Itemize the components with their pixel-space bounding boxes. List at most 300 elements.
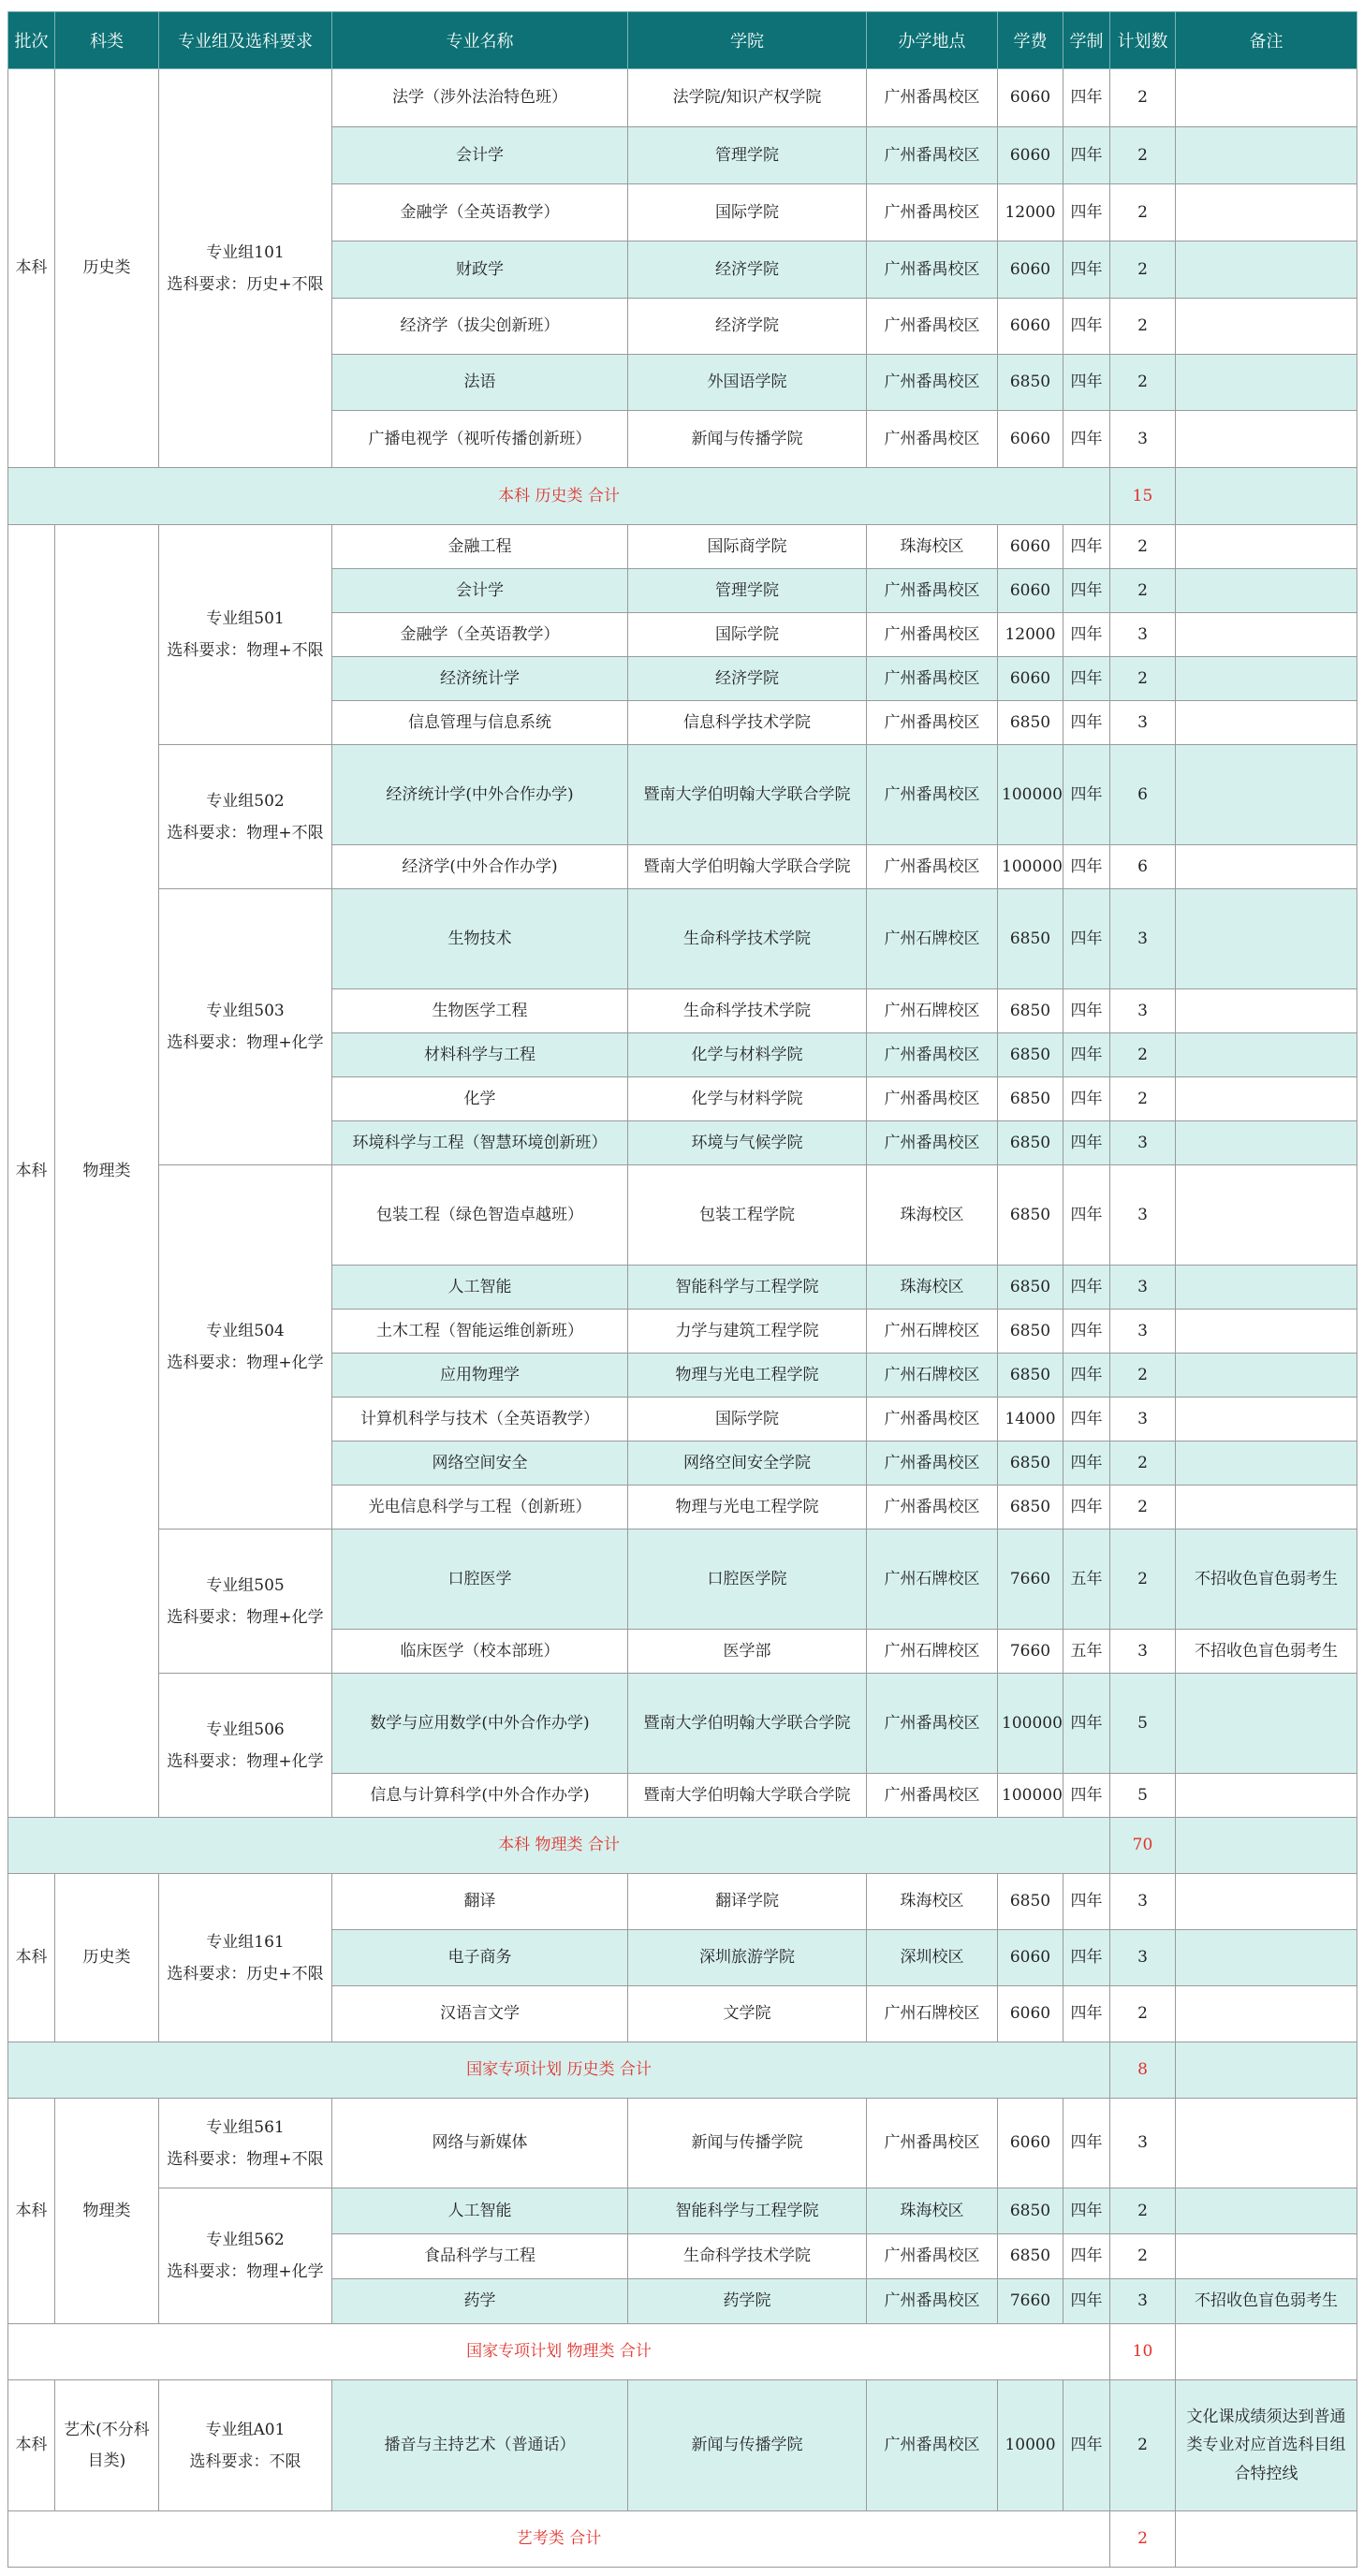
table-row (8, 1530, 1357, 1630)
note-cell (1176, 355, 1357, 411)
school-cell: 外国语学院 (628, 355, 867, 411)
school-cell: 国际商学院 (628, 525, 867, 569)
campus-cell: 广州番禺校区 (867, 299, 998, 355)
table-row (8, 1165, 1357, 1266)
note-cell (1176, 299, 1357, 355)
major-cell: 包装工程（绿色智造卓越班） (332, 1165, 628, 1266)
category-cell: 艺术(不分科目类) (55, 2380, 159, 2511)
batch-cell: 本科 (8, 2380, 55, 2511)
total-label: 国家专项计划 物理类 合计 (8, 2324, 1110, 2380)
fee-cell: 6060 (998, 1986, 1063, 2042)
total-row (8, 1818, 1357, 1874)
total-value: 10 (1110, 2324, 1176, 2380)
campus-cell: 广州番禺校区 (867, 1774, 998, 1818)
major-cell: 应用物理学 (332, 1354, 628, 1398)
plan-cell: 3 (1110, 1165, 1176, 1266)
subject-requirement: 选科要求：历史+不限 (167, 274, 324, 294)
major-cell: 食品科学与工程 (332, 2234, 628, 2279)
group-name: 专业组101 (206, 242, 285, 262)
group-name: 专业组502 (206, 791, 285, 811)
campus-cell: 广州番禺校区 (867, 1077, 998, 1121)
fee-cell: 100000 (998, 845, 1063, 889)
note-cell (1176, 184, 1357, 242)
school-cell: 国际学院 (628, 1398, 867, 1442)
school-cell: 暨南大学伯明翰大学联合学院 (628, 745, 867, 845)
plan-cell: 3 (1110, 889, 1176, 989)
table-row (8, 2099, 1357, 2188)
fee-cell: 100000 (998, 1674, 1063, 1774)
school-cell: 生命科学技术学院 (628, 989, 867, 1033)
campus-cell: 广州番禺校区 (867, 845, 998, 889)
campus-cell: 广州石牌校区 (867, 889, 998, 989)
note-cell (1176, 1986, 1357, 2042)
note-cell (1176, 1121, 1357, 1165)
header-years: 学制 (1063, 12, 1110, 69)
campus-cell: 珠海校区 (867, 1165, 998, 1266)
major-cell: 经济学(中外合作办学) (332, 845, 628, 889)
major-cell: 电子商务 (332, 1930, 628, 1986)
plan-cell: 2 (1110, 69, 1176, 127)
total-label: 本科 历史类 合计 (8, 468, 1110, 525)
major-cell: 广播电视学（视听传播创新班） (332, 411, 628, 468)
total-note (1176, 2511, 1357, 2568)
years-cell: 四年 (1063, 127, 1110, 184)
school-cell: 信息科学技术学院 (628, 701, 867, 745)
major-cell: 信息与计算科学(中外合作办学) (332, 1774, 628, 1818)
note-cell (1176, 745, 1357, 845)
table-row (8, 2188, 1357, 2234)
group-name: 专业组504 (206, 1322, 285, 1340)
years-cell: 四年 (1063, 184, 1110, 242)
major-cell: 材料科学与工程 (332, 1033, 628, 1077)
major-cell: 生物技术 (332, 889, 628, 989)
school-cell: 生命科学技术学院 (628, 889, 867, 989)
note-cell (1176, 1354, 1357, 1398)
years-cell: 四年 (1063, 355, 1110, 411)
batch-cell: 本科 (8, 69, 55, 468)
total-label: 国家专项计划 历史类 合计 (8, 2042, 1110, 2099)
school-cell: 暨南大学伯明翰大学联合学院 (628, 1674, 867, 1774)
header-school: 学院 (628, 12, 867, 69)
plan-cell: 3 (1110, 2279, 1176, 2324)
note-cell (1176, 127, 1357, 184)
plan-cell: 3 (1110, 1310, 1176, 1354)
school-cell: 化学与材料学院 (628, 1077, 867, 1121)
campus-cell: 广州番禺校区 (867, 184, 998, 242)
group-cell (159, 69, 332, 468)
subject-requirement: 选科要求：物理+化学 (167, 1607, 324, 1627)
note-cell (1176, 1310, 1357, 1354)
years-cell: 四年 (1063, 411, 1110, 468)
subject-requirement: 选科要求：历史+不限 (167, 1964, 324, 1983)
table-body (8, 69, 1357, 2568)
campus-cell: 广州番禺校区 (867, 1033, 998, 1077)
header-major: 专业名称 (332, 12, 628, 69)
total-row (8, 2324, 1357, 2380)
fee-cell: 6850 (998, 1077, 1063, 1121)
plan-cell: 2 (1110, 1354, 1176, 1398)
note-cell (1176, 1033, 1357, 1077)
plan-cell: 2 (1110, 525, 1176, 569)
school-cell: 深圳旅游学院 (628, 1930, 867, 1986)
note-cell (1176, 2188, 1357, 2234)
years-cell: 四年 (1063, 701, 1110, 745)
fee-cell: 10000 (998, 2380, 1063, 2511)
note-cell: 不招收色盲色弱考生 (1176, 1630, 1357, 1674)
note-cell (1176, 1486, 1357, 1530)
major-cell: 经济统计学(中外合作办学) (332, 745, 628, 845)
years-cell: 五年 (1063, 1530, 1110, 1630)
note-cell (1176, 69, 1357, 127)
school-cell: 管理学院 (628, 127, 867, 184)
years-cell: 四年 (1063, 1310, 1110, 1354)
plan-cell: 2 (1110, 242, 1176, 299)
campus-cell: 广州番禺校区 (867, 2099, 998, 2188)
campus-cell: 广州番禺校区 (867, 1398, 998, 1442)
years-cell: 四年 (1063, 1398, 1110, 1442)
fee-cell: 6060 (998, 127, 1063, 184)
major-cell: 经济学（拔尖创新班） (332, 299, 628, 355)
major-cell: 环境科学与工程（智慧环境创新班） (332, 1121, 628, 1165)
plan-cell: 2 (1110, 1530, 1176, 1630)
plan-cell: 6 (1110, 745, 1176, 845)
header-row (8, 12, 1357, 69)
fee-cell: 6060 (998, 411, 1063, 468)
years-cell: 四年 (1063, 1165, 1110, 1266)
years-cell: 四年 (1063, 2279, 1110, 2324)
fee-cell: 12000 (998, 613, 1063, 657)
category-cell: 历史类 (55, 1874, 159, 2042)
fee-cell: 6060 (998, 299, 1063, 355)
campus-cell: 广州番禺校区 (867, 411, 998, 468)
fee-cell: 6850 (998, 889, 1063, 989)
school-cell: 国际学院 (628, 613, 867, 657)
school-cell: 暨南大学伯明翰大学联合学院 (628, 845, 867, 889)
fee-cell: 6060 (998, 569, 1063, 613)
campus-cell: 广州番禺校区 (867, 1674, 998, 1774)
years-cell: 四年 (1063, 745, 1110, 845)
years-cell: 四年 (1063, 1077, 1110, 1121)
fee-cell: 100000 (998, 1774, 1063, 1818)
header-note: 备注 (1176, 12, 1357, 69)
fee-cell: 12000 (998, 184, 1063, 242)
campus-cell: 广州番禺校区 (867, 242, 998, 299)
plan-cell: 2 (1110, 1486, 1176, 1530)
campus-cell: 广州番禺校区 (867, 569, 998, 613)
plan-cell: 3 (1110, 1266, 1176, 1310)
campus-cell: 广州番禺校区 (867, 1121, 998, 1165)
years-cell: 四年 (1063, 525, 1110, 569)
subject-requirement: 选科要求：物理+不限 (167, 2149, 324, 2169)
plan-cell: 3 (1110, 411, 1176, 468)
fee-cell: 7660 (998, 1530, 1063, 1630)
school-cell: 医学部 (628, 1630, 867, 1674)
major-cell: 财政学 (332, 242, 628, 299)
group-name: 专业组501 (206, 609, 285, 628)
school-cell: 暨南大学伯明翰大学联合学院 (628, 1774, 867, 1818)
total-value: 15 (1110, 468, 1176, 525)
school-cell: 翻译学院 (628, 1874, 867, 1930)
plan-cell: 3 (1110, 1121, 1176, 1165)
table-row (8, 745, 1357, 845)
major-cell: 临床医学（校本部班） (332, 1630, 628, 1674)
note-cell (1176, 1442, 1357, 1486)
years-cell: 四年 (1063, 1674, 1110, 1774)
batch-cell: 本科 (8, 1874, 55, 2042)
major-cell: 金融学（全英语教学） (332, 613, 628, 657)
campus-cell: 广州石牌校区 (867, 1630, 998, 1674)
group-name: 专业组503 (206, 1002, 285, 1020)
batch-cell: 本科 (8, 2099, 55, 2324)
campus-cell: 广州番禺校区 (867, 127, 998, 184)
plan-cell: 3 (1110, 1630, 1176, 1674)
plan-cell: 2 (1110, 184, 1176, 242)
school-cell: 法学院/知识产权学院 (628, 69, 867, 127)
years-cell: 四年 (1063, 2380, 1110, 2511)
school-cell: 新闻与传播学院 (628, 2099, 867, 2188)
campus-cell: 广州石牌校区 (867, 989, 998, 1033)
total-note (1176, 1818, 1357, 1874)
plan-cell: 2 (1110, 1033, 1176, 1077)
subject-requirement: 选科要求：物理+化学 (167, 2262, 324, 2281)
school-cell: 环境与气候学院 (628, 1121, 867, 1165)
header-plan: 计划数 (1110, 12, 1176, 69)
fee-cell: 6850 (998, 701, 1063, 745)
note-cell (1176, 889, 1357, 989)
group-name: 专业组161 (206, 1932, 285, 1952)
school-cell: 文学院 (628, 1986, 867, 2042)
admission-plan-table-container (7, 11, 1357, 2568)
major-cell: 法学（涉外法治特色班） (332, 69, 628, 127)
campus-cell: 广州番禺校区 (867, 1486, 998, 1530)
plan-cell: 3 (1110, 2099, 1176, 2188)
note-cell: 不招收色盲色弱考生 (1176, 2279, 1357, 2324)
major-cell: 光电信息科学与工程（创新班） (332, 1486, 628, 1530)
plan-cell: 2 (1110, 2234, 1176, 2279)
fee-cell: 6850 (998, 1874, 1063, 1930)
school-cell: 物理与光电工程学院 (628, 1486, 867, 1530)
years-cell: 四年 (1063, 569, 1110, 613)
years-cell: 四年 (1063, 613, 1110, 657)
campus-cell: 广州番禺校区 (867, 2380, 998, 2511)
group-cell (159, 525, 332, 745)
fee-cell: 14000 (998, 1398, 1063, 1442)
table-row (8, 69, 1357, 127)
total-row (8, 2511, 1357, 2568)
school-cell: 经济学院 (628, 657, 867, 701)
plan-cell: 3 (1110, 701, 1176, 745)
fee-cell: 6850 (998, 1486, 1063, 1530)
group-cell (159, 1674, 332, 1818)
school-cell: 新闻与传播学院 (628, 2380, 867, 2511)
school-cell: 智能科学与工程学院 (628, 1266, 867, 1310)
total-value: 2 (1110, 2511, 1176, 2568)
campus-cell: 广州石牌校区 (867, 1310, 998, 1354)
fee-cell: 6060 (998, 657, 1063, 701)
fee-cell: 6060 (998, 525, 1063, 569)
category-cell: 物理类 (55, 525, 159, 1818)
total-label: 本科 物理类 合计 (8, 1818, 1110, 1874)
major-cell: 信息管理与信息系统 (332, 701, 628, 745)
fee-cell: 6060 (998, 1930, 1063, 1986)
group-cell (159, 1530, 332, 1674)
campus-cell: 广州番禺校区 (867, 69, 998, 127)
major-cell: 翻译 (332, 1874, 628, 1930)
group-cell (159, 1165, 332, 1530)
fee-cell: 6850 (998, 1165, 1063, 1266)
school-cell: 药学院 (628, 2279, 867, 2324)
group-cell (159, 1874, 332, 2042)
note-cell (1176, 1266, 1357, 1310)
major-cell: 法语 (332, 355, 628, 411)
school-cell: 网络空间安全学院 (628, 1442, 867, 1486)
fee-cell: 6850 (998, 355, 1063, 411)
plan-cell: 2 (1110, 1986, 1176, 2042)
years-cell: 四年 (1063, 1121, 1110, 1165)
plan-cell: 5 (1110, 1774, 1176, 1818)
fee-cell: 6850 (998, 1121, 1063, 1165)
total-row (8, 2042, 1357, 2099)
years-cell: 四年 (1063, 1874, 1110, 1930)
note-cell (1176, 1774, 1357, 1818)
group-cell (159, 2099, 332, 2188)
note-cell: 不招收色盲色弱考生 (1176, 1530, 1357, 1630)
major-cell: 人工智能 (332, 1266, 628, 1310)
note-cell (1176, 2234, 1357, 2279)
years-cell: 四年 (1063, 1930, 1110, 1986)
years-cell: 四年 (1063, 657, 1110, 701)
school-cell: 管理学院 (628, 569, 867, 613)
group-cell (159, 2188, 332, 2324)
years-cell: 四年 (1063, 69, 1110, 127)
subject-requirement: 选科要求：不限 (189, 2452, 301, 2471)
note-cell (1176, 1165, 1357, 1266)
major-cell: 经济统计学 (332, 657, 628, 701)
category-cell: 历史类 (55, 69, 159, 468)
plan-cell: 3 (1110, 1398, 1176, 1442)
school-cell: 化学与材料学院 (628, 1033, 867, 1077)
campus-cell: 广州番禺校区 (867, 1442, 998, 1486)
plan-cell: 2 (1110, 127, 1176, 184)
major-cell: 土木工程（智能运维创新班） (332, 1310, 628, 1354)
note-cell (1176, 845, 1357, 889)
years-cell: 四年 (1063, 1442, 1110, 1486)
total-row (8, 468, 1357, 525)
group-name: 专业组A01 (205, 2420, 286, 2439)
major-cell: 网络空间安全 (332, 1442, 628, 1486)
fee-cell: 6850 (998, 1033, 1063, 1077)
table-row (8, 2380, 1357, 2511)
major-cell: 化学 (332, 1077, 628, 1121)
years-cell: 四年 (1063, 845, 1110, 889)
plan-cell: 2 (1110, 299, 1176, 355)
fee-cell: 6060 (998, 2099, 1063, 2188)
subject-requirement: 选科要求：物理+化学 (167, 1751, 324, 1771)
header-batch: 批次 (8, 12, 55, 69)
plan-cell: 2 (1110, 1442, 1176, 1486)
plan-cell: 3 (1110, 1930, 1176, 1986)
major-cell: 会计学 (332, 127, 628, 184)
plan-cell: 2 (1110, 569, 1176, 613)
years-cell: 四年 (1063, 299, 1110, 355)
school-cell: 经济学院 (628, 299, 867, 355)
campus-cell: 广州番禺校区 (867, 745, 998, 845)
group-cell (159, 889, 332, 1165)
years-cell: 四年 (1063, 1033, 1110, 1077)
fee-cell: 6060 (998, 69, 1063, 127)
fee-cell: 6850 (998, 1354, 1063, 1398)
plan-cell: 3 (1110, 989, 1176, 1033)
note-cell (1176, 1674, 1357, 1774)
group-name: 专业组561 (206, 2117, 285, 2137)
major-cell: 计算机科学与技术（全英语教学） (332, 1398, 628, 1442)
fee-cell: 6850 (998, 1266, 1063, 1310)
fee-cell: 100000 (998, 745, 1063, 845)
subject-requirement: 选科要求：物理+不限 (167, 641, 324, 660)
campus-cell: 珠海校区 (867, 1874, 998, 1930)
school-cell: 力学与建筑工程学院 (628, 1310, 867, 1354)
years-cell: 四年 (1063, 889, 1110, 989)
note-cell (1176, 701, 1357, 745)
years-cell: 四年 (1063, 1266, 1110, 1310)
note-cell (1176, 989, 1357, 1033)
campus-cell: 广州番禺校区 (867, 2234, 998, 2279)
total-value: 8 (1110, 2042, 1176, 2099)
plan-cell: 2 (1110, 355, 1176, 411)
years-cell: 四年 (1063, 1986, 1110, 2042)
campus-cell: 深圳校区 (867, 1930, 998, 1986)
subject-requirement: 选科要求：物理+化学 (167, 1033, 324, 1052)
note-cell (1176, 2099, 1357, 2188)
total-note (1176, 2042, 1357, 2099)
school-cell: 生命科学技术学院 (628, 2234, 867, 2279)
campus-cell: 珠海校区 (867, 525, 998, 569)
total-note (1176, 468, 1357, 525)
campus-cell: 广州番禺校区 (867, 2279, 998, 2324)
major-cell: 播音与主持艺术（普通话） (332, 2380, 628, 2511)
years-cell: 四年 (1063, 989, 1110, 1033)
total-note (1176, 2324, 1357, 2380)
group-name: 专业组562 (206, 2231, 285, 2249)
major-cell: 口腔医学 (332, 1530, 628, 1630)
fee-cell: 6060 (998, 242, 1063, 299)
note-cell (1176, 657, 1357, 701)
school-cell: 经济学院 (628, 242, 867, 299)
note-cell (1176, 1398, 1357, 1442)
years-cell: 四年 (1063, 1774, 1110, 1818)
fee-cell: 6850 (998, 2188, 1063, 2234)
fee-cell: 6850 (998, 1442, 1063, 1486)
school-cell: 口腔医学院 (628, 1530, 867, 1630)
campus-cell: 广州番禺校区 (867, 701, 998, 745)
note-cell (1176, 569, 1357, 613)
major-cell: 生物医学工程 (332, 989, 628, 1033)
group-cell (159, 2380, 332, 2511)
campus-cell: 广州番禺校区 (867, 355, 998, 411)
note-cell (1176, 1077, 1357, 1121)
group-cell (159, 745, 332, 889)
note-cell (1176, 613, 1357, 657)
note-cell (1176, 411, 1357, 468)
plan-cell: 2 (1110, 2380, 1176, 2511)
note-cell (1176, 1874, 1357, 1930)
campus-cell: 广州石牌校区 (867, 1354, 998, 1398)
plan-cell: 3 (1110, 1874, 1176, 1930)
note-cell (1176, 1930, 1357, 1986)
subject-requirement: 选科要求：物理+化学 (167, 1354, 324, 1372)
school-cell: 物理与光电工程学院 (628, 1354, 867, 1398)
major-cell: 汉语言文学 (332, 1986, 628, 2042)
